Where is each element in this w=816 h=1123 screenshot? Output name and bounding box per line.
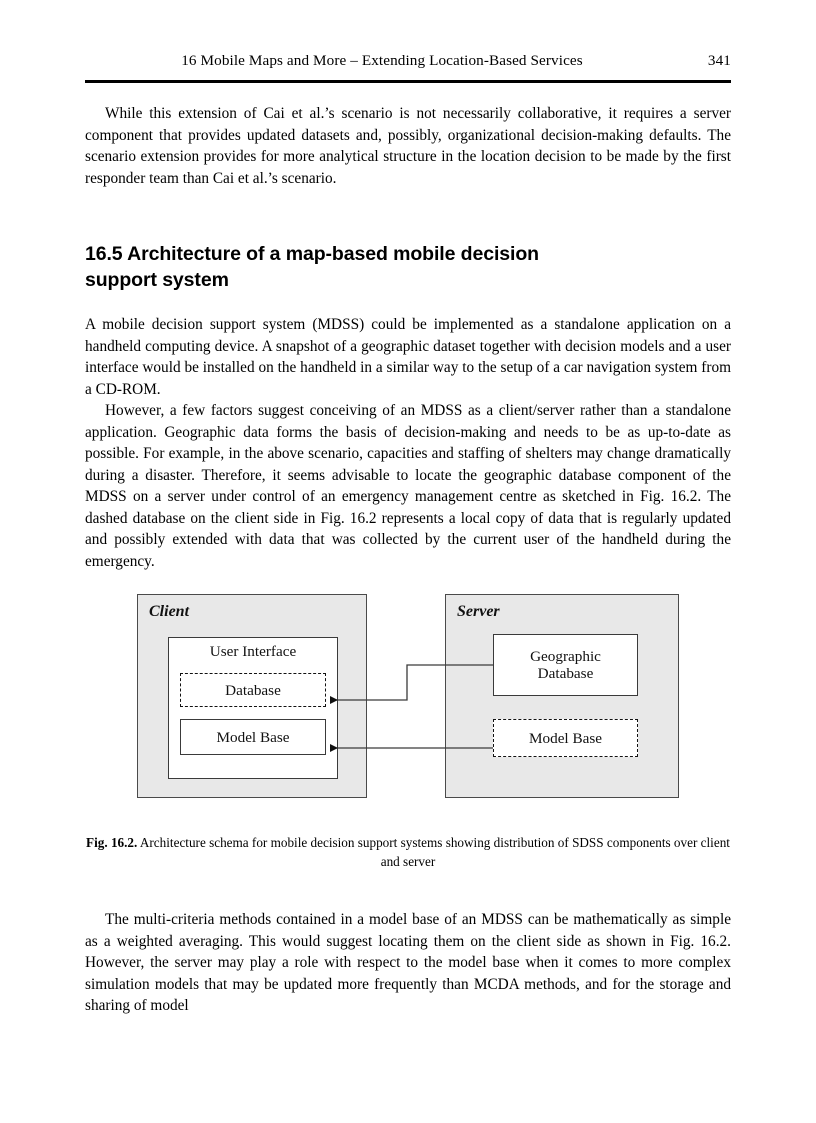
server-geographic-database-box bbox=[493, 634, 638, 696]
server-model-base-box bbox=[493, 719, 638, 757]
paragraph-3-container bbox=[85, 400, 731, 572]
figure-16-2 bbox=[85, 588, 731, 803]
client-database-label: Database bbox=[225, 681, 281, 699]
architecture-diagram bbox=[85, 588, 731, 803]
server-panel bbox=[445, 594, 679, 798]
client-panel-label: Client bbox=[149, 603, 190, 620]
paragraph-4-container bbox=[85, 909, 731, 1017]
user-interface-box bbox=[168, 637, 338, 779]
page-number: 341 bbox=[707, 52, 731, 69]
paragraph-1-container bbox=[85, 103, 731, 189]
figure-caption bbox=[85, 833, 731, 871]
paragraph-2-container bbox=[85, 314, 731, 400]
server-geographic-database-label-line-2: Database bbox=[537, 665, 594, 682]
client-database-box bbox=[180, 673, 326, 707]
paragraph-1: While this extension of Cai et al.’s scenario is not necessarily collaborative, it requires a server component that provides updated datasets and, possibly, organizational decision-making defaults. The scenario extension provides for more analytical structure in the location decision to be made by the first responder team than Cai et al.’s scenario. bbox=[85, 105, 731, 187]
running-head-title: 16 Mobile Maps and More – Extending Location-Based Services bbox=[181, 52, 583, 69]
running-head bbox=[85, 52, 731, 74]
section-heading-line-2: support system bbox=[85, 269, 229, 291]
user-interface-label: User Interface bbox=[209, 643, 297, 660]
client-model-base-box bbox=[180, 719, 326, 755]
server-model-base-label: Model Base bbox=[529, 729, 602, 747]
figure-caption-label: Fig. 16.2. bbox=[86, 835, 138, 850]
section-heading-line-1: 16.5 Architecture of a map-based mobile decision bbox=[85, 243, 539, 265]
paragraph-3: However, a few factors suggest conceiving of an MDSS as a client/server rather than a standalone application. Geographic data forms the basis of decision-making and needs to be as up-to-date as possible. For example, in the above scenario, capacities and staffing of shelters may change dramatically during a disaster. Therefore, it seems advisable to locate the geographic database component of the MDSS on a server under control of an emergency management centre as sketched in Fig. 16.2. The dashed database on the client side in Fig. 16.2 represents a local copy of data that is regularly updated and possibly extended with data that was collected by the current user of the handheld during the emergency. bbox=[85, 402, 731, 570]
paragraph-2: A mobile decision support system (MDSS) could be implemented as a standalone application on a handheld computing device. A snapshot of a geographic dataset together with decision models and a user interface would be installed on the handheld in a similar way to the setup of a car navigation system from a CD-ROM. bbox=[85, 316, 731, 398]
client-model-base-label: Model Base bbox=[216, 728, 290, 746]
figure-caption-text: Architecture schema for mobile decision support systems showing distribution of SDSS components over client and server bbox=[137, 835, 730, 869]
server-panel-label: Server bbox=[457, 603, 500, 620]
section-heading bbox=[85, 241, 731, 293]
header-rule bbox=[85, 80, 731, 83]
paragraph-4: The multi-criteria methods contained in a model base of an MDSS can be mathematically as simple as a weighted averaging. This would suggest locating them on the client side as shown in Fig. 16.2. However, the server may play a role with respect to the model base when it comes to more complex simulation models that may be updated more frequently than MCDA methods, and for the storage and sharing of model bbox=[85, 911, 731, 1014]
server-geographic-database-label-line-1: Geographic bbox=[530, 648, 601, 665]
